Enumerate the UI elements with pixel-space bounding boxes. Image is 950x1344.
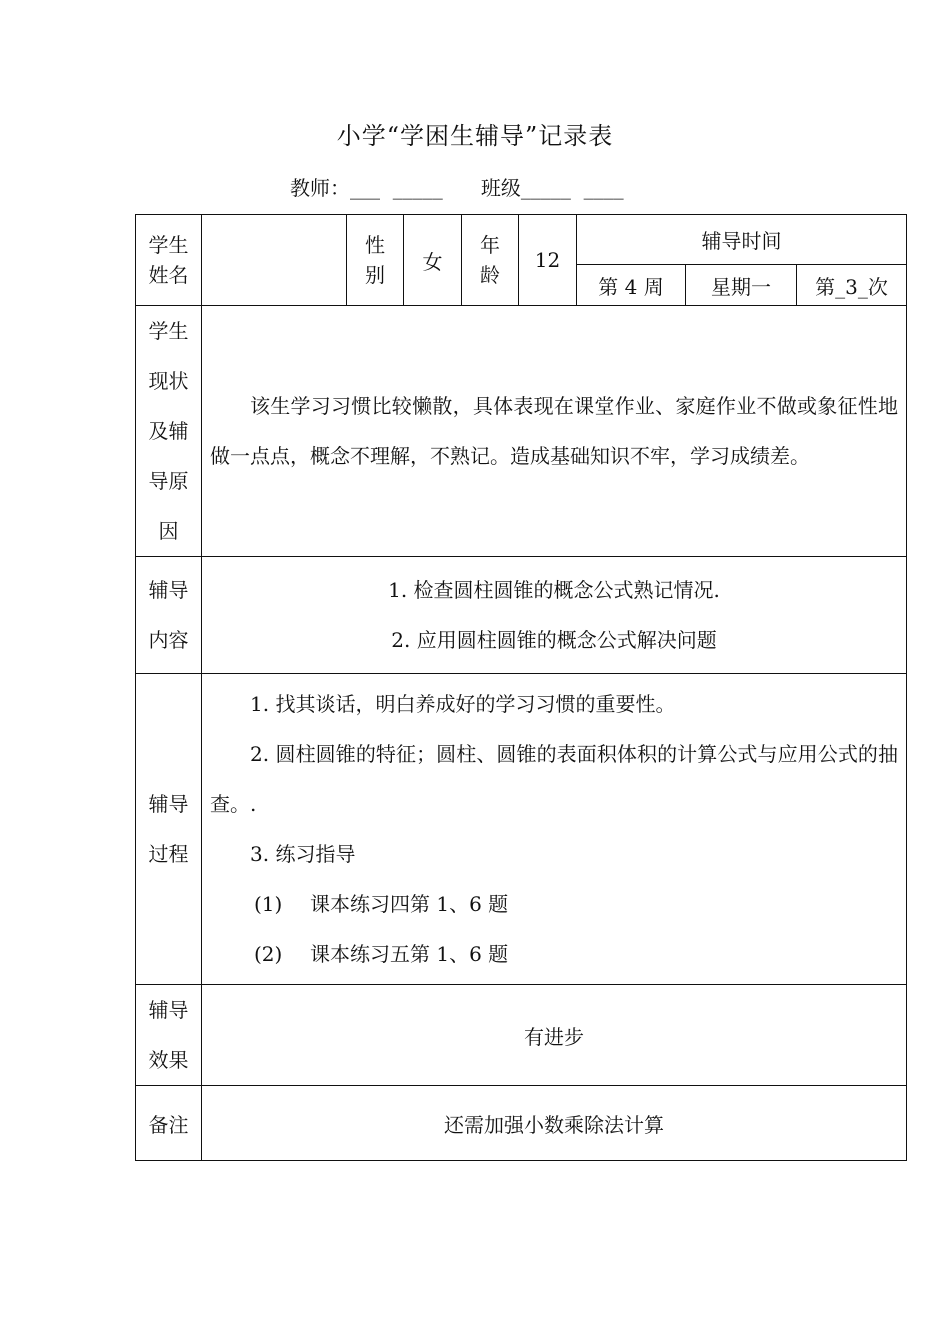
gender-value: 女 xyxy=(404,215,462,306)
situation-label-line: 因 xyxy=(158,519,179,543)
situation-label-line: 及辅 xyxy=(148,419,189,443)
effect-value: 有进步 xyxy=(202,985,907,1086)
process-label-line: 辅导 xyxy=(148,792,189,816)
situation-label-line: 导原 xyxy=(148,469,189,493)
process-label xyxy=(136,674,202,985)
tutoring-time-label: 辅导时间 xyxy=(577,215,907,265)
remark-label: 备注 xyxy=(136,1086,202,1161)
age-label-cell xyxy=(462,215,519,306)
exercise-item xyxy=(202,879,906,929)
process-cell xyxy=(202,674,907,985)
process-step-3: 3. 练习指导 xyxy=(250,842,356,866)
age-value: 12 xyxy=(519,215,577,306)
exercise-number: (1) xyxy=(254,892,283,916)
content-item: 2. 应用圆柱圆锥的概念公式解决问题 xyxy=(391,628,717,652)
situation-label-line: 学生 xyxy=(148,319,189,343)
remark-value: 还需加强小数乘除法计算 xyxy=(202,1086,907,1161)
gender-label: 性别 xyxy=(365,233,385,287)
exercise-number: (2) xyxy=(254,942,283,966)
content-label-line: 内容 xyxy=(148,628,189,652)
age-label: 年龄 xyxy=(480,233,500,287)
situation-text: 该生学习习惯比较懒散，具体表现在课堂作业、家庭作业不做或象征性地做一点点，概念不理解，不熟记。造成基础知识不牢，学习成绩差。 xyxy=(210,394,898,468)
weekday-value: 星期一 xyxy=(686,265,797,306)
process-label-line: 过程 xyxy=(148,842,189,866)
record-table xyxy=(135,214,907,1161)
exercise-item xyxy=(202,929,906,979)
student-name-label-cell xyxy=(136,215,202,306)
document-title: 小学“学困生辅导”记录表 xyxy=(336,122,614,150)
teacher-class-line: 教师：___ _____ 班级_____ ____ xyxy=(290,176,624,200)
situation-label xyxy=(136,306,202,557)
effect-label-line: 辅导 xyxy=(148,998,189,1022)
situation-label-line: 现状 xyxy=(148,369,189,393)
student-name-value[interactable] xyxy=(202,215,347,306)
situation-content xyxy=(202,306,907,557)
content-label-line: 辅导 xyxy=(148,578,189,602)
effect-label xyxy=(136,985,202,1086)
content-label xyxy=(136,557,202,674)
content-cell xyxy=(202,557,907,674)
exercise-text: 课本练习五第 1、6 题 xyxy=(310,942,509,966)
week-value: 第 4 周 xyxy=(577,265,686,306)
session-value: 第_3_次 xyxy=(797,265,907,306)
gender-label-cell xyxy=(347,215,404,306)
process-step-1: 1. 找其谈话，明白养成好的学习习惯的重要性。 xyxy=(250,692,676,716)
effect-label-line: 效果 xyxy=(148,1048,189,1072)
content-item: 1. 检查圆柱圆锥的概念公式熟记情况. xyxy=(388,578,720,602)
exercise-text: 课本练习四第 1、6 题 xyxy=(310,892,509,916)
process-step-2: 2. 圆柱圆锥的特征；圆柱、圆锥的表面积体积的计算公式与应用公式的抽查。. xyxy=(210,742,898,816)
student-name-label: 学生姓名 xyxy=(148,233,189,287)
